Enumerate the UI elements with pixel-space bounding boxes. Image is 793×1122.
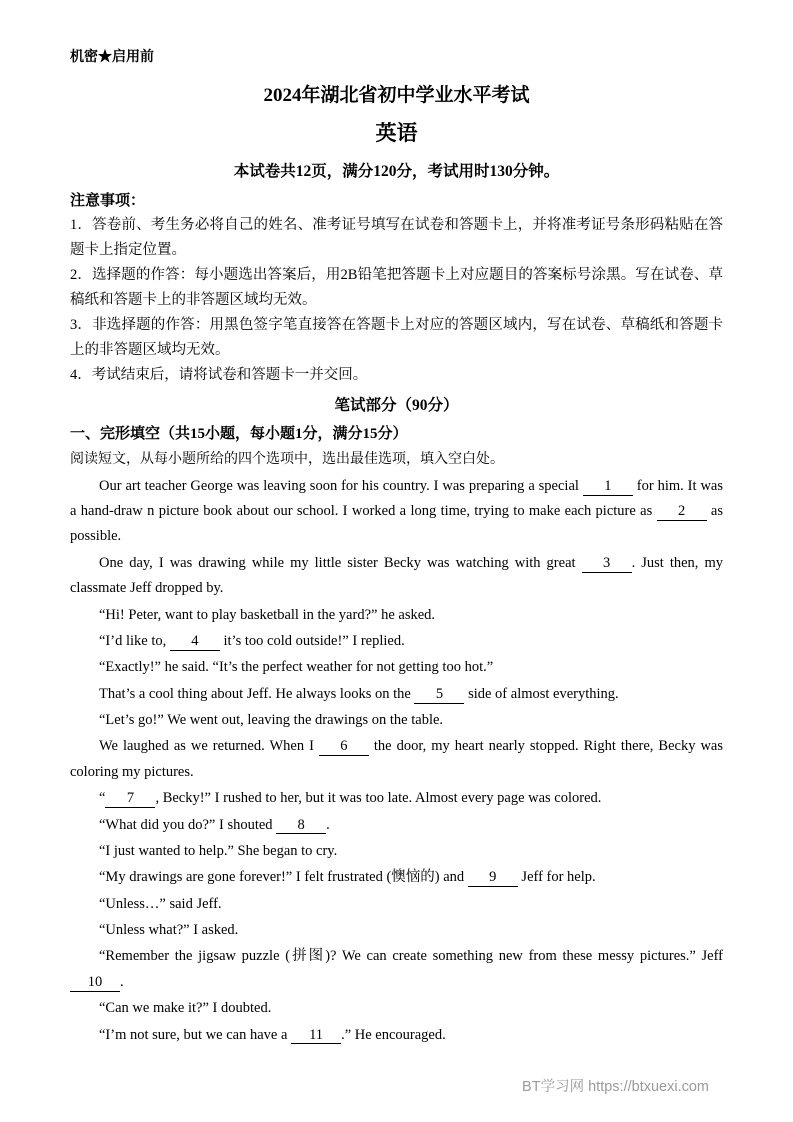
story-paragraph-11: “I just wanted to help.” She began to cry. xyxy=(99,842,338,859)
story-paragraph-8: We laughed as we returned. When I 6 the door, my heart nearly stopped. Right there, Becky was coloring my pictures. xyxy=(70,738,724,780)
story-paragraph-17: “I’m not sure, but we can have a 11 .” He encouraged. xyxy=(99,1026,446,1043)
cloze-blank-10: 10 xyxy=(70,975,120,992)
written-section-heading: 笔试部分（90分） xyxy=(334,396,459,414)
notes-list xyxy=(70,213,723,388)
confidential-label: 机密★启用前 xyxy=(70,50,154,65)
note-item-2: 2．选择题的作答：每小题选出答案后，用2B铅笔把答题卡上对应题目的答案标号涂黑。写在试卷、草稿纸和答题卡上的非答题区域均无效。 xyxy=(70,266,723,308)
story-paragraph-16: “Can we make it?” I doubted. xyxy=(99,1000,272,1017)
story-paragraph-7: “Let’s go!” We went out, leaving the drawings on the table. xyxy=(99,712,444,729)
story-paragraph-10: “What did you do?” I shouted 8 . xyxy=(99,816,330,833)
cloze-blank-11: 11 xyxy=(291,1028,341,1045)
note-item-3: 3．非选择题的作答：用黑色签字笔直接答在答题卡上对应的答题区域内，写在试卷、草稿纸和答题卡上的非答题区域均无效。 xyxy=(70,316,723,358)
cloze-blank-6: 6 xyxy=(319,739,369,756)
watermark-footer: BT学习网 https://btxuexi.com xyxy=(522,1079,709,1095)
exam-info-line: 本试卷共12页，满分120分，考试用时130分钟。 xyxy=(233,163,560,180)
exam-title: 2024年湖北省初中学业水平考试 xyxy=(263,85,530,106)
cloze-section-heading: 一、完形填空（共15小题，每小题1分，满分15分） xyxy=(70,426,408,443)
note-item-4: 4．考试结束后，请将试卷和答题卡一并交回。 xyxy=(70,366,368,383)
cloze-blank-9: 9 xyxy=(468,870,518,887)
subject-title: 英语 xyxy=(375,121,418,145)
cloze-blank-8: 8 xyxy=(276,818,326,835)
story-paragraph-1: Our art teacher George was leaving soon for his country. I was preparing a special 1 for him. It was a hand-draw n picture book about our school. I worked a long time, trying to make each picture as 2 as possible. xyxy=(70,477,723,545)
cloze-blank-3: 3 xyxy=(582,556,632,573)
cloze-blank-7: 7 xyxy=(105,791,155,808)
story-paragraph-15: “Remember the jigsaw puzzle (拼图)? We can create something new from these messy pictures.” Jeff 10 . xyxy=(70,944,723,995)
notes-heading: 注意事项： xyxy=(70,193,146,209)
story-paragraph-6: That’s a cool thing about Jeff. He always looks on the 5 side of almost everything. xyxy=(99,685,619,702)
cloze-blank-5: 5 xyxy=(414,687,464,704)
cloze-blank-2: 2 xyxy=(657,504,707,521)
story-paragraph-3: “Hi! Peter, want to play basketball in the yard?” he asked. xyxy=(99,606,436,623)
cloze-blank-1: 1 xyxy=(583,479,633,496)
story-paragraph-5: “Exactly!” he said. “It’s the perfect weather for not getting too hot.” xyxy=(99,659,494,676)
story-paragraph-4: “I’d like to, 4 it’s too cold outside!” I replied. xyxy=(99,632,405,649)
story-paragraph-12: “My drawings are gone forever!” I felt frustrated (懊恼的) and 9 Jeff for help. xyxy=(99,869,596,886)
story-paragraph-9: “ 7 , Becky!” I rushed to her, but it was too late. Almost every page was colored. xyxy=(99,790,602,807)
cloze-passage xyxy=(70,474,723,1048)
story-paragraph-14: “Unless what?” I asked. xyxy=(99,922,239,939)
note-item-1: 1．答卷前、考生务必将自己的姓名、准考证号填写在试卷和答题卡上，并将准考证号条形码粘贴在答题卡上指定位置。 xyxy=(70,217,723,258)
story-paragraph-2: One day, I was drawing while my little sister Becky was watching with great 3 . Just then, my classmate Jeff dropped by. xyxy=(70,554,723,597)
cloze-blank-4: 4 xyxy=(170,634,220,651)
story-paragraph-13: “Unless…” said Jeff. xyxy=(99,895,222,912)
cloze-instructions: 阅读短文，从每小题所给的四个选项中，选出最佳选项，填入空白处。 xyxy=(70,451,504,467)
